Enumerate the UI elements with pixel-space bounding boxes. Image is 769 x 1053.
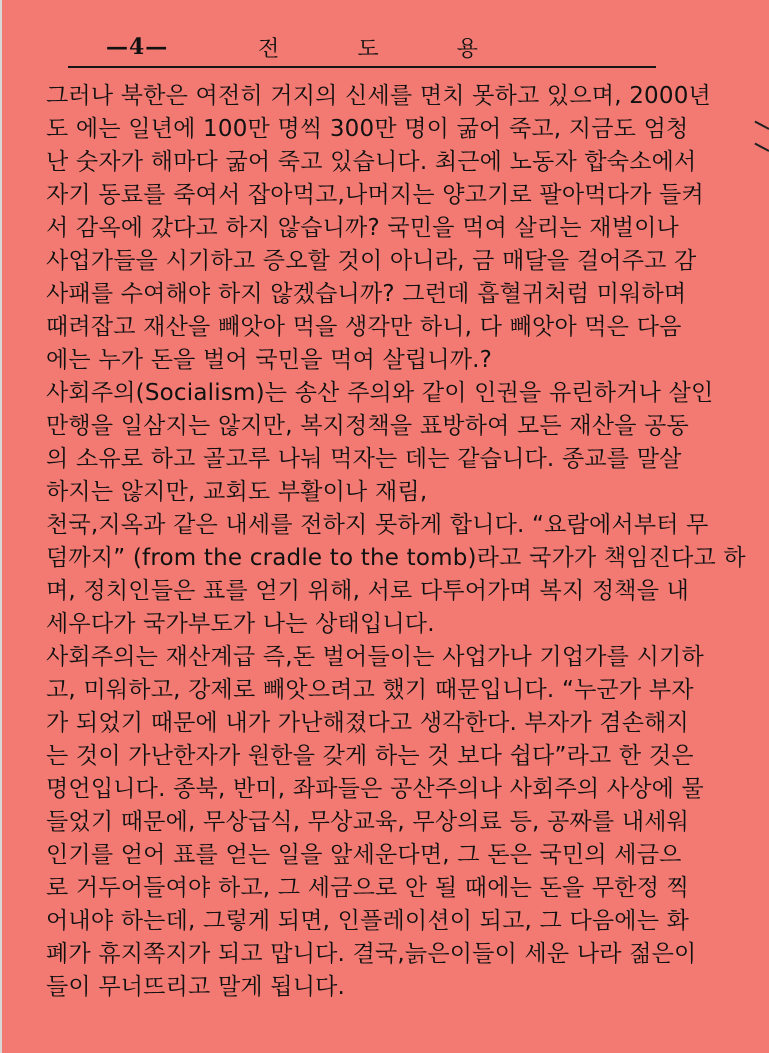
text-line: 로 거두어들여야 하고, 그 세금으로 안 될 때에는 돈을 무한정 찍 (46, 875, 690, 901)
text-line: 어내야 하는데, 그렇게 되면, 인플레이션이 되고, 그 다음에는 화 (46, 908, 690, 934)
paragraph-2 (46, 377, 746, 641)
text-line: 고, 미워하고, 강제로 빼앗으려고 했기 때문입니다. “누군가 부자 (46, 677, 694, 703)
text-line: 사회주의(Socialism)는 송산 주의와 같이 인권을 유린하거나 살인 (46, 380, 714, 406)
margin-mark (754, 143, 769, 152)
text-line: 사패를 수여해야 하지 않겠습니까? 그런데 흡혈귀처럼 미워하며 (46, 281, 687, 307)
text-line: 도 에는 일년에 100만 명씩 300만 명이 굶어 죽고, 지금도 엄청 (46, 116, 689, 142)
page-number: —4— (106, 34, 169, 60)
header-rule (68, 66, 656, 68)
text-line: 세우다가 국가부도가 나는 상태입니다. (46, 611, 435, 637)
text-line: 덤까지” (from the cradle to the tomb)라고 국가가 책임진다고 하 (46, 545, 746, 571)
running-title-char: 도 (357, 37, 379, 62)
text-line: 에는 누가 돈을 벌어 국민을 먹여 살립니까.? (46, 347, 493, 373)
text-line: 때려잡고 재산을 빼앗아 먹을 생각만 하니, 다 빼앗아 먹은 다음 (46, 314, 682, 340)
text-line: 하지는 않지만, 교회도 부활이나 재림, (46, 479, 428, 505)
text-line: 가 되었기 때문에 내가 가난해졌다고 생각한다. 부자가 겸손해지 (46, 710, 689, 736)
text-line: 자기 동료를 죽여서 잡아먹고,나머지는 양고기로 팔아먹다가 들켜 (46, 182, 704, 208)
text-line: 사업가들을 시기하고 증오할 것이 아니라, 금 매달을 걸어주고 감 (46, 248, 697, 274)
text-line: 인기를 얻어 표를 얻는 일을 앞세운다면, 그 돈은 국민의 세금으 (46, 842, 682, 868)
text-line: 명언입니다. 종북, 반미, 좌파들은 공산주의나 사회주의 사상에 물 (46, 776, 704, 802)
text-line: 는 것이 가난한자가 원한을 갖게 하는 것 보다 쉽다”라고 한 것은 (46, 743, 694, 769)
text-line: 서 감옥에 갔다고 하지 않습니까? 국민을 먹여 살리는 재벌이나 (46, 215, 679, 241)
text-line: 며, 정치인들은 표를 얻기 위해, 서로 다투어가며 복지 정책을 내 (46, 578, 690, 604)
text-line: 들이 무너뜨리고 말게 됩니다. (46, 974, 346, 1000)
text-line: 난 숫자가 해마다 굶어 죽고 있습니다. 최근에 노동자 합숙소에서 (46, 149, 697, 175)
text-line: 만행을 일삼지는 않지만, 복지정책을 표방하여 모든 재산을 공동 (46, 413, 689, 439)
running-title-char: 용 (456, 37, 478, 62)
margin-mark (754, 121, 769, 130)
text-line: 폐가 휴지쪽지가 되고 맙니다. 결국,늙은이들이 세운 나라 젊은이 (46, 941, 697, 967)
text-line: 사회주의는 재산계급 즉,돈 벌어들이는 사업가나 기업가를 시기하 (46, 644, 704, 670)
paragraph-1 (46, 80, 731, 377)
text-line: 들었기 때문에, 무상급식, 무상교육, 무상의료 등, 공짜를 내세워 (46, 809, 690, 835)
paragraph-3 (46, 641, 731, 1004)
text-line: 그러나 북한은 여전히 거지의 신세를 면치 못하고 있으며, 2000년 (46, 83, 711, 109)
running-title (258, 32, 478, 63)
body-text (46, 80, 746, 1004)
running-title-char: 전 (258, 37, 280, 62)
text-line: 의 소유로 하고 골고루 나눠 먹자는 데는 같습니다. 종교를 말살 (46, 446, 682, 472)
page-header (68, 32, 650, 62)
text-line: 천국,지옥과 같은 내세를 전하지 못하게 합니다. “요람에서부터 무 (46, 512, 709, 538)
